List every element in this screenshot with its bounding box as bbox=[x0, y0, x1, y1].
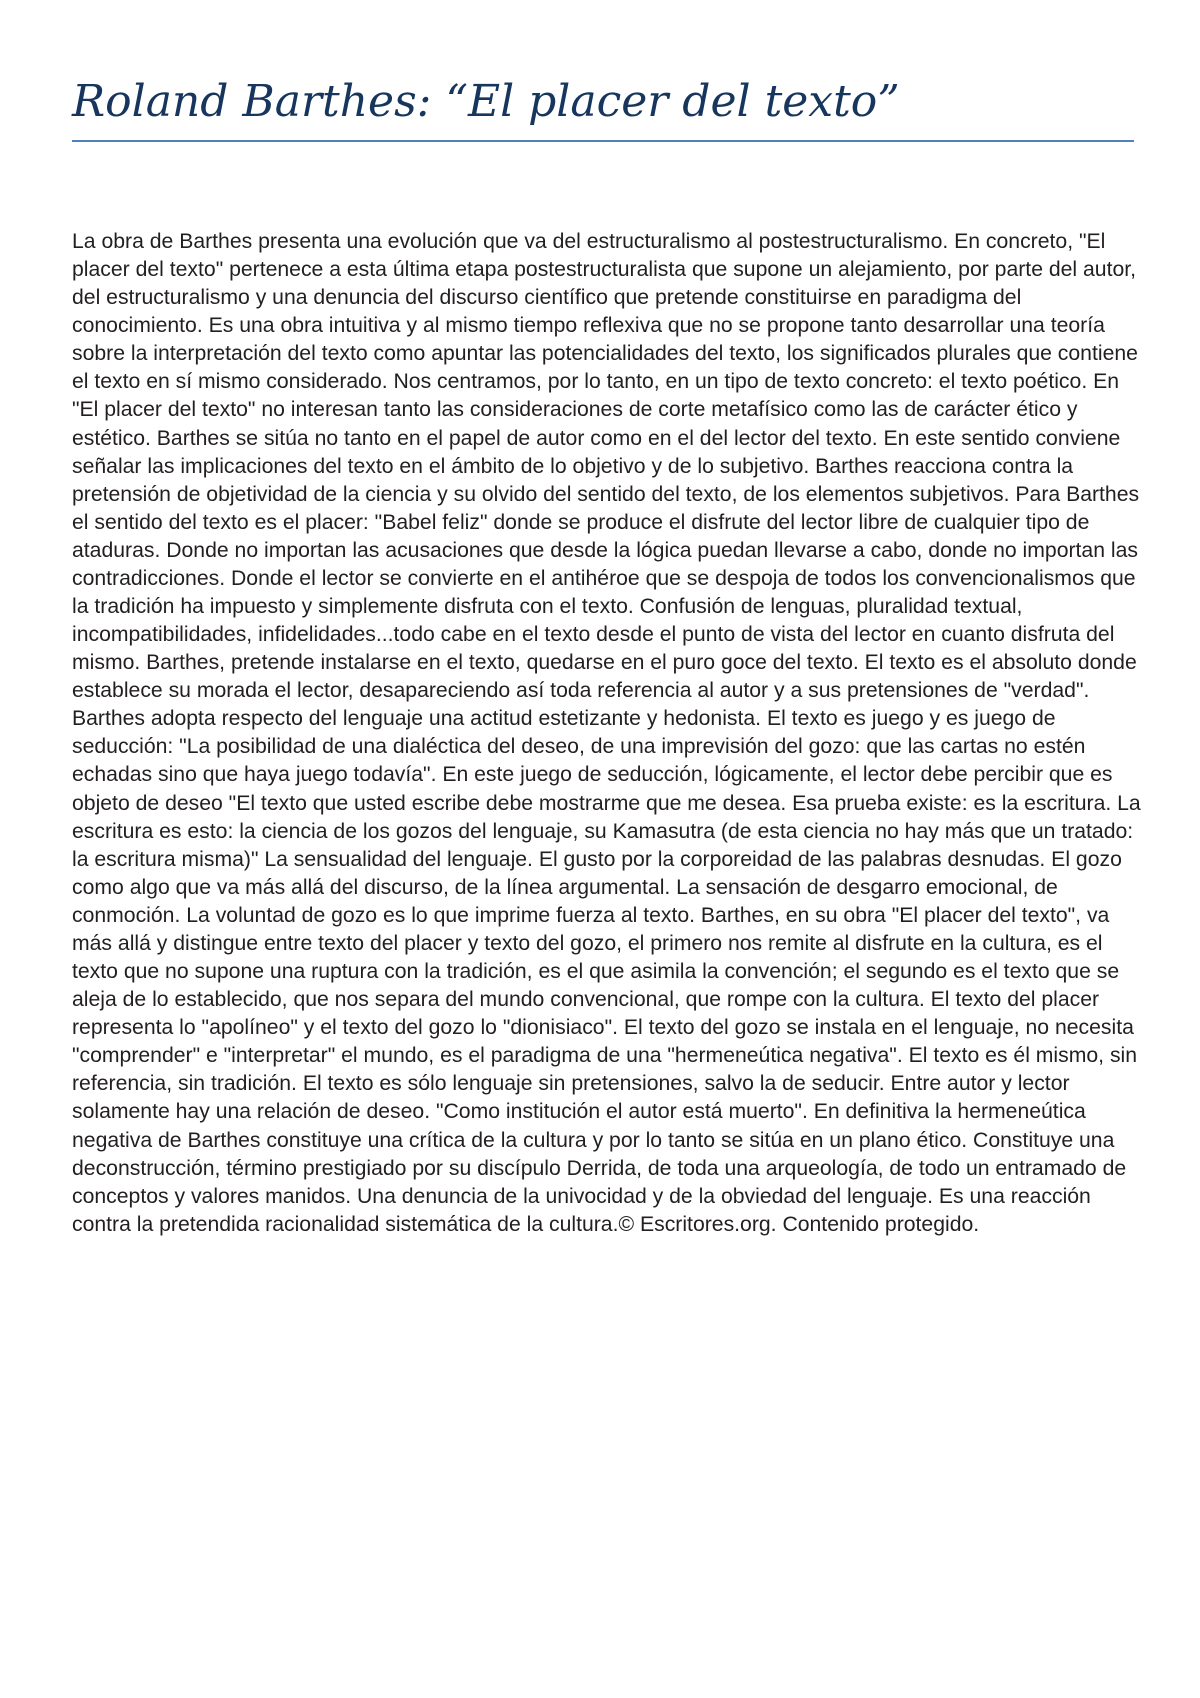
body-paragraph: La obra de Barthes presenta una evolución que va del estructuralismo al postestructuralismo. En concreto, "El placer del texto" pertenece a esta última etapa postestructuralista que supone un alejamiento, por parte del autor, del estructuralismo y una denuncia del discurso científico que pretende constituirse en paradigma del conocimiento. Es una obra intuitiva y al mismo tiempo reflexiva que no se propone tanto desarrollar una teoría sobre la interpretación del texto como apuntar las potencialidades del texto, los significados plurales que contiene el texto en sí mismo considerado. Nos centramos, por lo tanto, en un tipo de texto concreto: el texto poético. En "El placer del texto" no interesan tanto las consideraciones de corte metafísico como las de carácter ético y estético. Barthes se sitúa no tanto en el papel de autor como en el del lector del texto. En este sentido conviene señalar las implicaciones del texto en el ámbito de lo objetivo y de lo subjetivo. Barthes reacciona contra la pretensión de objetividad de la ciencia y su olvido del sentido del texto, de los elementos subjetivos. Para Barthes el sentido del texto es el placer: "Babel feliz" donde se produce el disfrute del lector libre de cualquier tipo de ataduras. Donde no importan las acusaciones que desde la lógica puedan llevarse a cabo, donde no importan las contradicciones. Donde el lector se convierte en el antihéroe que se despoja de todos los convencionalismos que la tradición ha impuesto y simplemente disfruta con el texto. Confusión de lenguas, pluralidad textual, incompatibilidades, infidelidades...todo cabe en el texto desde el punto de vista del lector en cuanto disfruta del mismo. Barthes, pretende instalarse en el texto, quedarse en el puro goce del texto. El texto es el absoluto donde establece su morada el lector, desapareciendo así toda referencia al autor y a sus pretensiones de "verdad". Barthes adopta respecto del lenguaje una actitud estetizante y hedonista. El texto es juego y es juego de seducción: "La posibilidad de una dialéctica del deseo, de una imprevisión del gozo: que las cartas no estén echadas sino que haya juego todavía". En este juego de seducción, lógicamente, el lector debe percibir que es objeto de deseo "El texto que usted escribe debe mostrarme que me desea. Esa prueba existe: es la escritura. La escritura es esto: la ciencia de los gozos del lenguaje, su Kamasutra (de esta ciencia no hay más que un tratado: la escritura misma)" La sensualidad del lenguaje. El gusto por la corporeidad de las palabras desnudas. El gozo como algo que va más allá del discurso, de la línea argumental. La sensación de desgarro emocional, de conmoción. La voluntad de gozo es lo que imprime fuerza al texto. Barthes, en su obra "El placer del texto", va más allá y distingue entre texto del placer y texto del gozo, el primero nos remite al disfrute en la cultura, es el texto que no supone una ruptura con la tradición, es el que asimila la convención; el segundo es el texto que se aleja de lo establecido, que nos separa del mundo convencional, que rompe con la cultura. El texto del placer representa lo "apolíneo" y el texto del gozo lo "dionisiaco". El texto del gozo se instala en el lenguaje, no necesita "comprender" e "interpretar" el mundo, es el paradigma de una "hermeneútica negativa". El texto es él mismo, sin referencia, sin tradición. El texto es sólo lenguaje sin pretensiones, salvo la de seducir. Entre autor y lector solamente hay una relación de deseo. "Como institución el autor está muerto". En definitiva la hermeneútica negativa de Barthes constituye una crítica de la cultura y por lo tanto se sitúa en un plano ético. Constituye una deconstrucción, término prestigiado por su discípulo Derrida, de toda una arqueología, de todo un entramado de conceptos y valores manidos. Una denuncia de la univocidad y de la obviedad del lenguaje. Es una reacción contra la pretendida racionalidad sistemática de la cultura.© Escritores.org. Contenido protegido. bbox=[72, 230, 1141, 1236]
page-title: Roland Barthes: “El placer del texto” bbox=[72, 76, 900, 127]
title-divider bbox=[72, 140, 1134, 142]
